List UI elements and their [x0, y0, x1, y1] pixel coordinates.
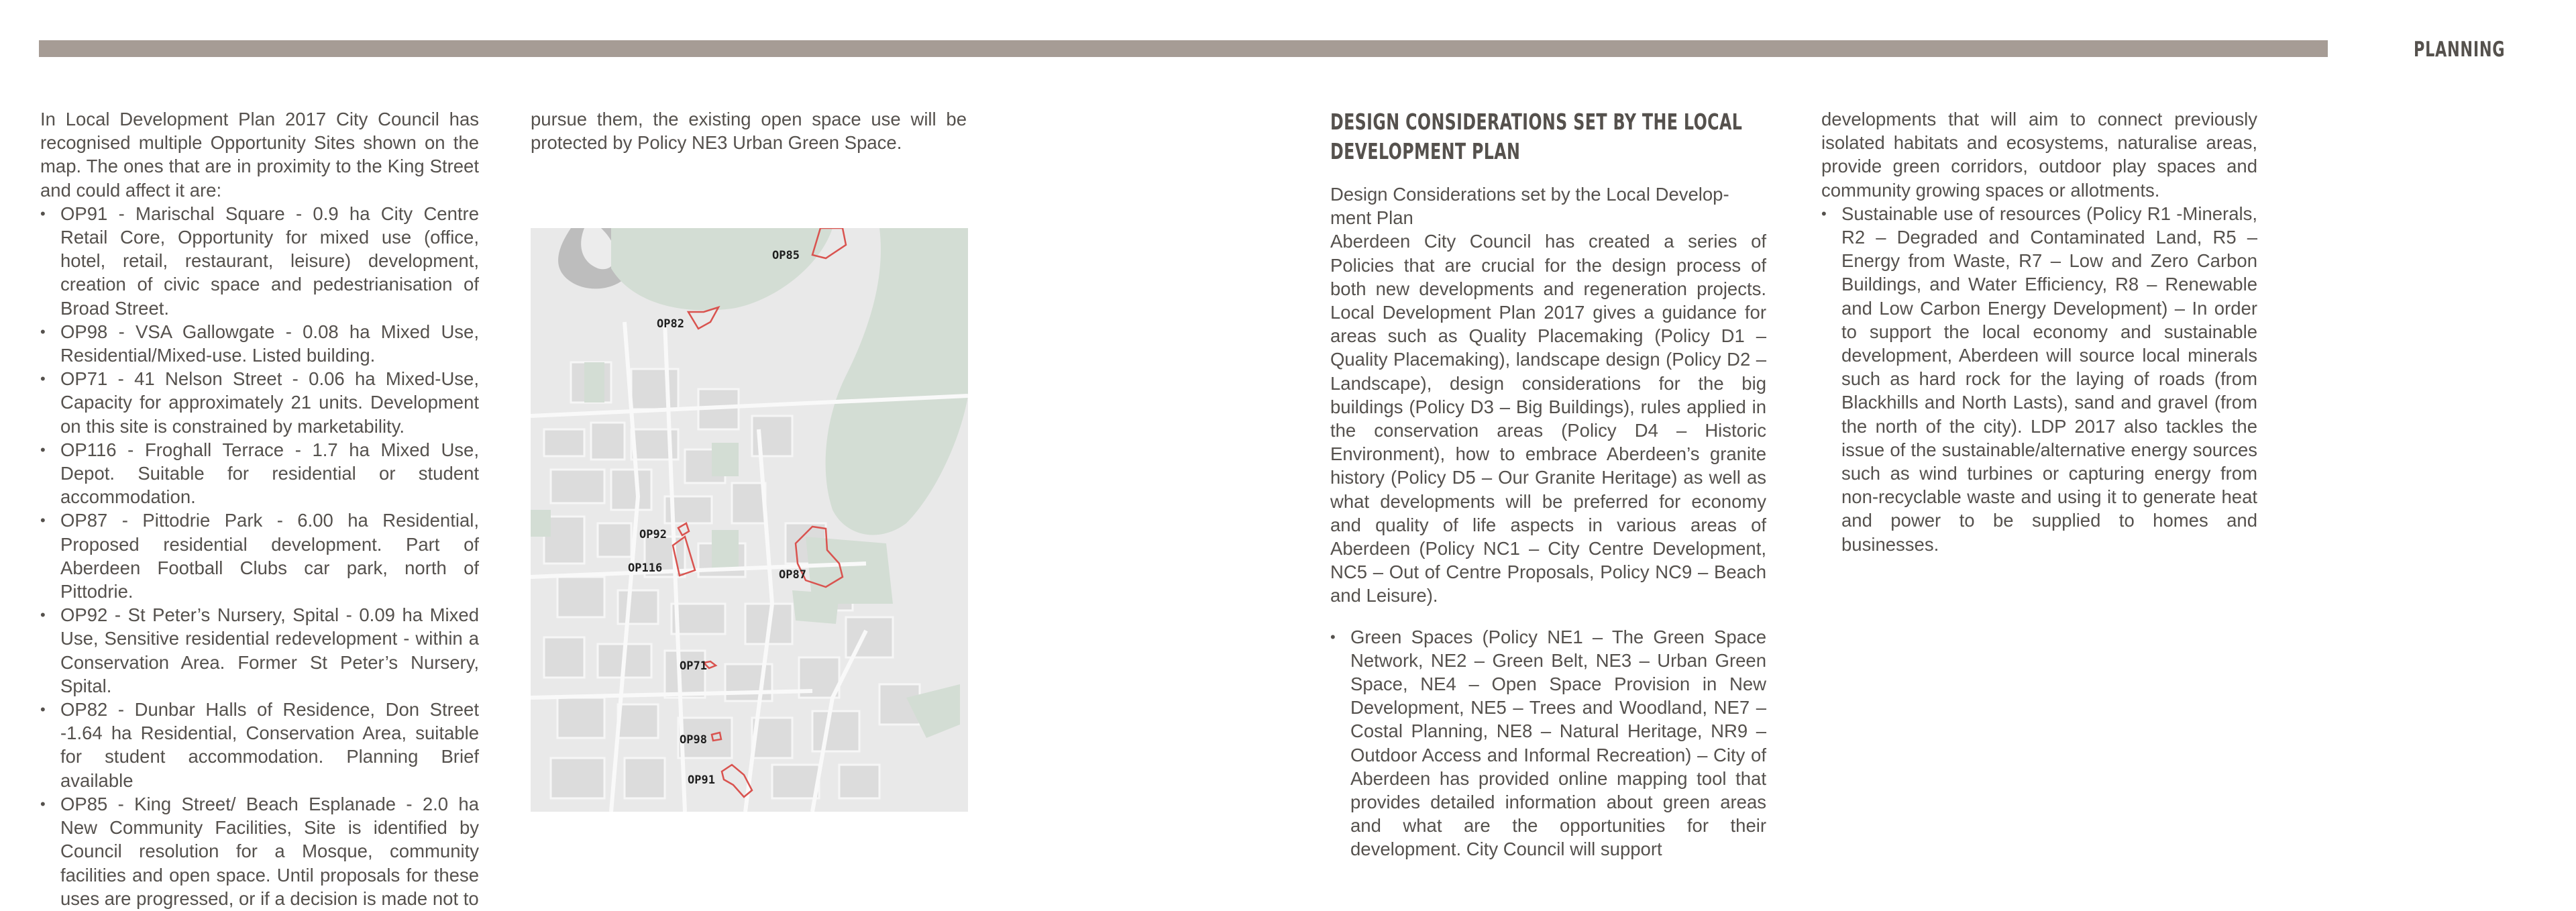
resource-bullets: [1821, 202, 2257, 556]
opportunity-sites-map: [531, 228, 968, 812]
map-label-op82: OP82: [657, 317, 684, 331]
continuation-paragraph: pursue them, the existing open space use will be protected by Policy NE3 Urban Green Space.: [531, 109, 967, 154]
design-bullets: [1330, 625, 1766, 861]
list-item-green-spaces: • Green Spaces (Policy NE1 – The Green Space Network, NE2 – Green Belt, NE3 – Urban Green Space, NE4 – Open Space Provision in New Development, NE5 – Trees and Woodland, NE7 – Costal Planning, NE8 – Natural Heritage, NR9 – Outdoor Access and Informal Recreation) – City of Aberdeen has provided online mapping tool that provides detailed information about green areas and what are the opportunities for their development. City Council will support: [1330, 625, 1766, 861]
map-label-op116: OP116: [628, 561, 663, 575]
header-bar: [39, 40, 2328, 57]
section-title: PLANNING: [2414, 38, 2506, 62]
column-continuation-2: [1821, 107, 2257, 556]
list-item-op82: • OP82 - Dunbar Halls of Residence, Don Street -1.64 ha Residential, Conservation Area, suitable for student accommodation. Planning Brief available: [40, 698, 479, 792]
continuation-paragraph-2: developments that will aim to connect previously isolated habitats and ecosystems, naturalise areas, provide green corridors, outdoor play spaces and community growing spaces or allotments.: [1821, 109, 2257, 201]
list-item-op91: • OP91 - Marischal Square - 0.9 ha City Centre Retail Core, Opportunity for mixed use (office, hotel, retail, restaurant, leisure) development, creation of civic space and pedestrianisation of Broad Street.: [40, 202, 479, 320]
list-item-op116: • OP116 - Froghall Terrace - 1.7 ha Mixed Use, Depot. Suitable for residential or student accommodation.: [40, 438, 479, 509]
list-item-op92: • OP92 - St Peter’s Nursery, Spital - 0.09 ha Mixed Use, Sensitive residential redevelopment - within a Conservation Area. Former St Peter’s Nursery, Spital.: [40, 603, 479, 698]
map-label-op71: OP71: [680, 659, 707, 673]
body-paragraph: Aberdeen City Council has created a series of Policies that are crucial for the design process of both new developments and regeneration projects. Local Development Plan 2017 gives a guidance for areas such as Quality Placemaking (Policy D1 – Quality Placemaking), landscape design (Policy D2 – Landscape), design considerations for the big buildings (Policy D3 – Big Buildings), rules applied in the conservation areas (Policy D4 – Historic Environment), how to embrace Aberdeen’s granite history (Policy D5 – Our Granite Heritage) as well as what developments will be preferred for economy and quality of life aspects in various areas of Aberdeen (Policy NC1 – City Centre Development, NC5 – Out of Centre Proposals, Policy NC9 – Beach and Leisure).: [1330, 231, 1766, 606]
map-label-op85: OP85: [772, 249, 800, 262]
subtitle-paragraph: Design Considerations set by the Local Develop-ment Plan: [1330, 184, 1729, 229]
intro-paragraph: In Local Development Plan 2017 City Council has recognised multiple Opportunity Sites shown on the map. The ones that are in proximity to the King Street and could affect it are:: [40, 109, 479, 201]
map-label-op91: OP91: [688, 773, 715, 787]
column-design-considerations: [1330, 107, 1766, 861]
map-label-op92: OP92: [639, 528, 667, 541]
list-item-op98: • OP98 - VSA Gallowgate - 0.08 ha Mixed Use, Residential/Mixed-use. Listed building.: [40, 320, 479, 367]
column-continuation: [531, 107, 967, 154]
list-item-op87: • OP87 - Pittodrie Park - 6.00 ha Residential, Proposed residential development. Part of Aberdeen Football Clubs car park, north of Pittodrie.: [40, 508, 479, 603]
map-label-op87: OP87: [779, 568, 806, 582]
list-item-op71: • OP71 - 41 Nelson Street - 0.06 ha Mixed-Use, Capacity for approximately 21 units. Development on this site is constrained by marketability.: [40, 367, 479, 438]
list-item-sustainable-resources: • Sustainable use of resources (Policy R1 -Minerals, R2 – Degraded and Contaminated Land, R5 – Energy from Waste, R7 – Low and Zero Carbon Buildings, and Water Efficiency, R8 – Renewable and Low Carbon Energy Development) – In order to support the local economy and sustainable development, Aberdeen will source local minerals such as hard rock for the laying of roads (from Blackhills and North Lasts), sand and gravel (from the north of the city). LDP 2017 also tackles the issue of the sustainable/alternative energy sources such as wind turbines or capturing energy from non-recyclable waste and using it to generate heat and power to be supplied to homes and businesses.: [1821, 202, 2257, 556]
opportunity-sites-list: [40, 202, 479, 910]
column-opportunity-sites: [40, 107, 479, 910]
section-heading: DESIGN CONSIDERATIONS SET BY THE LOCAL DEVELOPMENT PLAN: [1330, 109, 1743, 164]
map-label-op98: OP98: [680, 733, 707, 747]
list-item-op85: • OP85 - King Street/ Beach Esplanade - 2.0 ha New Community Facilities, Site is identified by Council resolution for a Mosque, community facilities and open space. Until proposals for these uses are progressed, or if a decision is made not to: [40, 792, 479, 910]
